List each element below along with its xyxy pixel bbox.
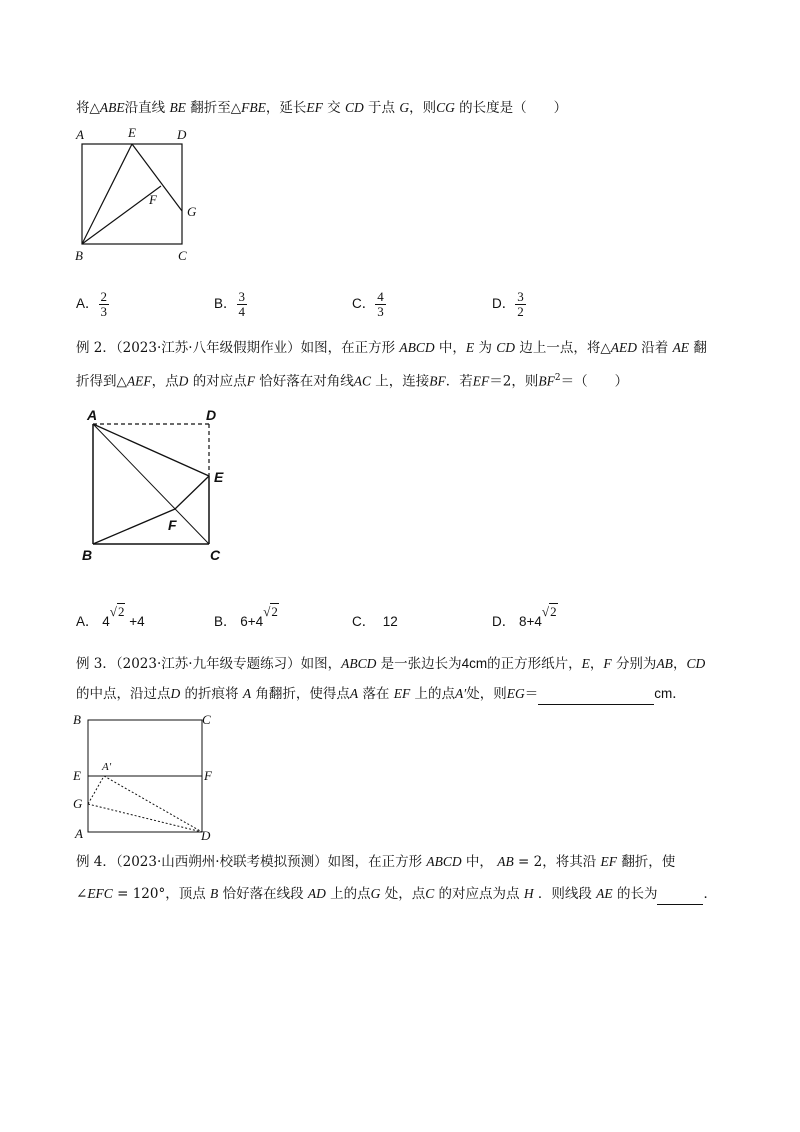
example2-line2: 折得到△AEF，点D 的对应点F 恰好落在对角线AC 上，连接BF．若EF＝2，则$BF^2=$（ ） [76,373,629,390]
problem1-text: 将△ABE沿直线 BE 翻折至△FBE，延长EF 交 CD 于点 G，则CG 的长度是（ ） [76,100,568,116]
dotted-a1d [104,776,202,832]
label-f: F [149,192,157,207]
fraction: $\frac{4}{3}$ [377,289,384,319]
example4-line1: 例 4．（2023·山西朔州·校联考模拟预测）如图，在正方形 ABCD 中， AB = 2，将其沿 EF 翻折，使 [76,854,676,870]
answer-blank[interactable] [538,684,654,705]
sqrt: √2 [263,604,278,619]
square-abcd [82,144,182,244]
problem1-figure [70,124,220,266]
label-b: B [82,547,93,563]
example2-option-b[interactable]: B． 6+4√2 [214,604,278,629]
example3-line2: 的中点，沿过点D 的折痕将 A 角翻折，使得点A 落在 EF 上的点A′处，则EG＝ cm． [76,684,686,705]
sqrt: √2 [109,604,125,619]
label-e: E [73,768,81,783]
example2-figure [76,406,246,562]
label-a: A [75,826,83,841]
problem1-option-d[interactable]: D． $\frac{3}{2}$ [492,289,524,319]
fraction: $\frac{2}{3}$ [100,289,108,319]
segment-ef [175,476,209,509]
label-f: F [168,517,177,533]
example3-line1: 例 3．（2023·江苏·九年级专题练习）如图，ABCD 是一张边长为4cm的正方形纸片，E，F 分别为AB，CD [76,656,706,672]
dotted-ga1 [88,776,104,804]
label-a-prime: A′ [102,761,112,773]
answer-blank[interactable] [657,884,703,905]
label-a: A [87,407,98,423]
label-b: B [75,248,83,263]
label-d: D [201,828,211,843]
label-e: E [214,469,224,485]
segment-eg [132,144,182,211]
example2-option-d[interactable]: D． 8+4√2 [492,604,557,629]
segment-ae [93,424,209,476]
example4-line2: ∠EFC = 120°，顶点 B 恰好落在线段 AD 上的点G 处，点C 的对应点为点 H ．则线段 AE 的长为 ． [76,884,717,905]
fraction: $\frac{3}{2}$ [517,289,524,319]
example3-figure [70,712,220,842]
segment-bf [93,509,175,544]
label-c: C [210,547,221,563]
problem1-option-b[interactable]: B． $\frac{3}{4}$ [214,289,246,319]
problem1-option-c[interactable]: C． $\frac{4}{3}$ [352,289,384,319]
dotted-gd [88,804,202,832]
label-c: C [178,248,187,263]
label-e: E [128,125,136,140]
label-a: A [76,127,84,142]
segment-be [82,144,132,244]
label-f: F [204,768,212,783]
problem1-option-a[interactable]: A． $\frac{2}{3}$ [76,289,108,319]
sqrt: √2 [541,604,557,619]
label-b: B [73,712,81,727]
example2-line1: 例 2．（2023·江苏·八年级假期作业）如图，在正方形 ABCD 中，E 为 CD 边上一点，将△AED 沿着 AE 翻 [76,340,707,356]
diagonal-ac [93,424,209,544]
fraction: $\frac{3}{4}$ [238,289,246,319]
example2-option-c[interactable]: C． 12 [352,614,398,629]
label-c: C [202,712,211,727]
label-g: G [73,796,83,811]
label-d: D [177,127,187,142]
label-d: D [206,407,217,423]
label-g: G [187,204,197,219]
example2-option-a[interactable]: A． 4√2 +4 [76,604,145,629]
